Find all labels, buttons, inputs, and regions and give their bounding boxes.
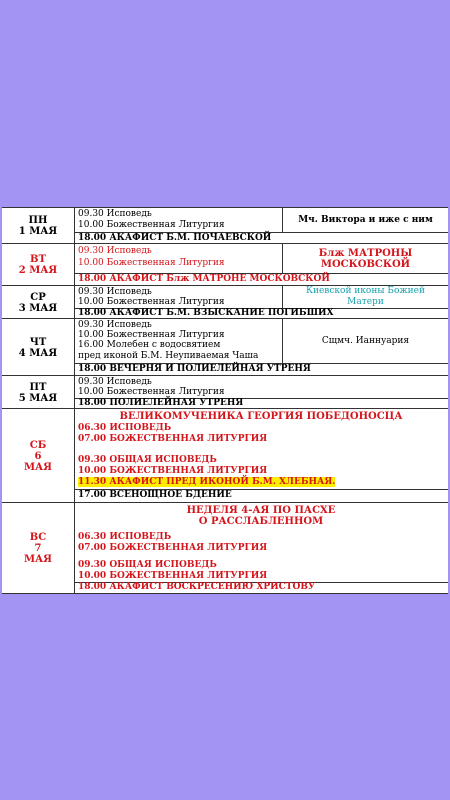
feast-title: О РАССЛАБЛЕННОМ <box>198 516 324 527</box>
day-row-monday <box>2 207 448 244</box>
day-row-saturday <box>2 408 448 503</box>
day-month: МАЯ <box>29 265 58 276</box>
service-line: 10.00 Божественная Литургия <box>78 258 225 268</box>
day-cell <box>2 409 75 503</box>
service-line: 10.00 Божественная Литургия <box>78 387 225 397</box>
service-line: 09.30 ОБЩАЯ ИСПОВЕДЬ <box>78 560 217 570</box>
service-line: 06.30 ИСПОВЕДЬ <box>78 423 172 433</box>
day-cell <box>2 286 75 319</box>
day-abbr: ЧТ <box>29 336 47 348</box>
day-month: МАЯ <box>23 553 53 565</box>
service-line: 18.00 ПОЛИЕЛЕЙНАЯ УТРЕНЯ <box>78 398 244 408</box>
service-line: пред иконой Б.М. Неупиваемая Чаша <box>78 351 259 361</box>
saint-cell <box>282 208 448 232</box>
saint-cell <box>282 286 448 308</box>
day-number: 5 <box>18 392 26 404</box>
service-line: 10.00 Божественная Литургия <box>78 330 225 340</box>
saint-name: Блж МАТРОНЫ <box>318 247 413 259</box>
schedule-sheet <box>2 207 448 593</box>
day-cell <box>2 376 75 409</box>
day-month: МАЯ <box>29 347 58 359</box>
day-row-tuesday <box>2 243 448 286</box>
day-cell <box>2 244 75 286</box>
service-line: 18.00 АКАФИСТ Блж МАТРОНЕ МОСКОВСКОЙ <box>78 274 330 284</box>
service-line: 09.30 Исповедь <box>78 209 152 219</box>
day-number: 6 <box>34 450 42 462</box>
day-cell <box>2 503 75 593</box>
saint-cell <box>282 244 448 273</box>
feast-title: НЕДЕЛЯ 4-АЯ ПО ПАСХЕ <box>186 505 336 516</box>
day-number: 4 <box>18 347 26 359</box>
service-line: 10.00 БОЖЕСТВЕННАЯ ЛИТУРГИЯ <box>78 466 268 476</box>
day-abbr: ВТ <box>30 254 46 265</box>
feast-title: ВЕЛИКОМУЧЕНИКА ГЕОРГИЯ ПОБЕДОНОСЦА <box>119 411 403 422</box>
saint-name: Мч. Виктора и иже с ним <box>298 214 433 225</box>
day-abbr: ПТ <box>29 381 47 393</box>
day-cell <box>2 208 75 244</box>
service-line: 07.00 БОЖЕСТВЕННАЯ ЛИТУРГИЯ <box>78 434 268 444</box>
day-month: МАЯ <box>29 226 58 237</box>
saint-name: МОСКОВСКОЙ <box>320 258 411 270</box>
service-line: 06.30 ИСПОВЕДЬ <box>78 532 172 542</box>
day-number: 2 <box>18 265 26 276</box>
day-number: 1 <box>18 226 26 237</box>
day-row-wednesday <box>2 285 448 319</box>
day-abbr: ПН <box>28 215 48 226</box>
service-line: 10.00 Божественная Литургия <box>78 297 225 307</box>
service-line: 16.00 Молебен с водосвятием <box>78 340 221 350</box>
service-line: 17.00 ВСЕНОЩНОЕ БДЕНИЕ <box>78 490 232 500</box>
service-line: 09.30 Исповедь <box>78 287 152 297</box>
day-number: 7 <box>34 542 42 554</box>
saint-name: Киевской иконы Божией <box>306 286 425 296</box>
day-abbr: СБ <box>29 439 47 451</box>
service-line: 07.00 БОЖЕСТВЕННАЯ ЛИТУРГИЯ <box>78 543 268 553</box>
day-abbr: ВС <box>29 531 47 543</box>
day-row-friday <box>2 375 448 409</box>
service-line: 10.00 БОЖЕСТВЕННАЯ ЛИТУРГИЯ <box>78 571 268 581</box>
service-line: 18.00 АКАФИСТ Б.М. ПОЧАЕВСКОЙ <box>78 233 272 243</box>
service-line: 09.30 ОБЩАЯ ИСПОВЕДЬ <box>78 455 217 465</box>
service-line: 10.00 Божественная Литургия <box>78 220 225 230</box>
service-line-highlighted: 11.30 АКАФИСТ ПРЕД ИКОНОЙ Б.М. ХЛЕБНАЯ. <box>78 477 336 487</box>
service-line: 18.00 ВЕЧЕРНЯ И ПОЛИЕЛЕЙНАЯ УТРЕНЯ <box>78 364 311 374</box>
service-line: 18.00 АКАФИСТ ВОСКРЕСЕНИЮ ХРИСТОВУ <box>78 582 316 592</box>
day-month: МАЯ <box>29 302 58 314</box>
day-number: 3 <box>18 302 26 314</box>
service-line: 18.00 АКАФИСТ Б.М. ВЗЫСКАНИЕ ПОГИБШИХ <box>78 308 334 318</box>
service-line: 09.30 Исповедь <box>78 377 152 387</box>
day-month: МАЯ <box>29 392 58 404</box>
day-abbr: СР <box>30 291 46 303</box>
saint-name: Матери <box>347 297 384 307</box>
day-month: МАЯ <box>23 461 53 473</box>
day-row-sunday <box>2 502 448 594</box>
day-cell <box>2 319 75 376</box>
saint-name: Сщмч. Ианнуария <box>321 335 410 346</box>
day-row-thursday <box>2 318 448 376</box>
saint-cell <box>282 319 448 363</box>
service-line: 09.30 Исповедь <box>78 320 152 330</box>
service-line: 09.30 Исповедь <box>78 246 152 256</box>
